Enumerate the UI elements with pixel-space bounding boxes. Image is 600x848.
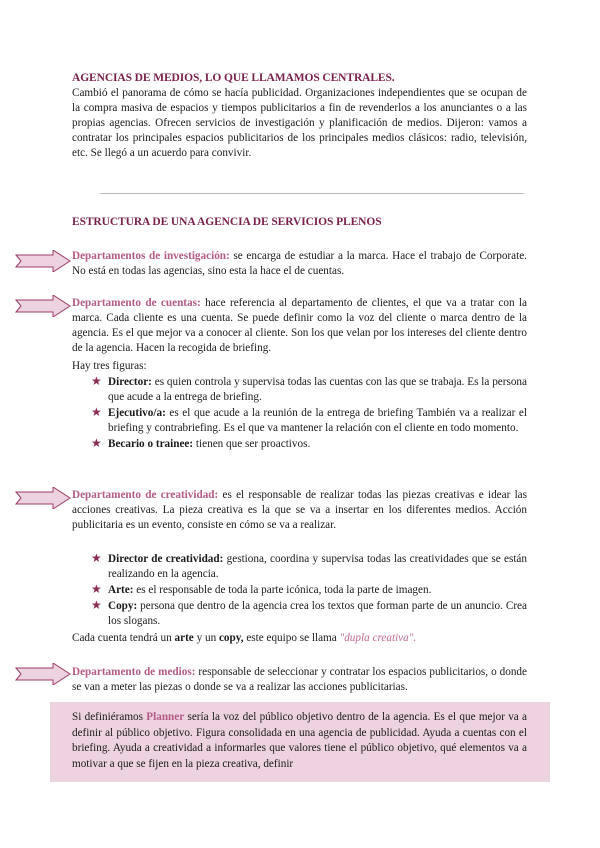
cuentas-paragraph — [72, 296, 527, 356]
star-bullet-icon: ★ — [91, 374, 102, 388]
arrow-icon — [15, 487, 71, 509]
star-bullet-icon: ★ — [91, 551, 102, 565]
star-bullet-icon: ★ — [91, 405, 102, 419]
arrow-icon — [15, 663, 71, 685]
cuentas-term: Departamento de cuentas: — [72, 297, 201, 309]
arrow-icon — [15, 295, 71, 317]
planner-term: Planner — [146, 711, 185, 723]
cuentas-text: hace referencia al departamento de clientes, el que va a tratar con la marca. Cada cliente es una cuenta. Se puede definir como la voz del cliente o marca dentro de la agencia. Es el que mejor va a conocer al cliente. Son los que velan por los intereses del cliente dentro de la agencia. Hacen la recogida de briefing. — [72, 297, 527, 354]
centrales-paragraph: Cambió el panorama de cómo se hacía publicidad. Organizaciones independientes que se ocupan de la compra masiva de espacios y tiempos publicitarios a fin de revenderlos a los anunciantes o a las propias agencias. Ofrecen servicios de investigación y planificación de medios. Dijeron: vamos a contratar los principales espacios publicitarios de los principales medios clásicos: radio, televisión, etc. Se llegó a un acuerdo para convivir. — [72, 87, 527, 159]
planner-paragraph: Si definiéramos Planner sería la voz del público objetivo dentro de la agencia. Es el que mejor va a definir al público objetivo. Figura consolidada en una agencia de publicidad. Ayuda a cuentas con el briefing. Ayuda a creatividad a informarles que valores tiene el público objetivo, qué elementos va a motivar a que se fijen en la pieza creativa, definir — [72, 711, 527, 770]
list-item: ★ Ejecutivo/a: es el que acude a la reunión de la entrega de briefing También va a realizar el briefing y contrabriefing. Es el que va mantener la relación con el cliente en todo momento. — [91, 405, 527, 434]
star-bullet-icon: ★ — [91, 436, 102, 450]
list-item: ★ Director de creatividad: gestiona, coordina y supervisa todas las creatividades que se están realizando en la agencia. — [91, 551, 527, 580]
investigacion-paragraph — [72, 249, 527, 279]
investigacion-term: Departamentos de investigación: — [72, 250, 230, 262]
star-bullet-icon: ★ — [91, 598, 102, 612]
list-item: ★ Copy: persona que dentro de la agencia crea los textos que forman parte de un anuncio. Crea los slogans. — [91, 598, 527, 627]
medios-text: responsable de seleccionar y contratar los espacios publicitarios, o donde se van a meter las piezas o donde se va a realizar las acciones publicitarias. — [72, 666, 527, 693]
list-item: ★ Becario o trainee: tienen que ser proactivos. — [91, 436, 311, 450]
star-bullet-icon: ★ — [91, 582, 102, 596]
dupla-creativa-line: Cada cuenta tendrá un arte y un copy, este equipo se llama "dupla creativa". — [72, 632, 417, 644]
creatividad-text: es el responsable de realizar todas las piezas creativas e idear las acciones creativas. La pieza creativa es la que se va a insertar en los diferentes medios. Acción publicitaria es un evento, consiste en cómo se va a realizar. — [72, 489, 528, 531]
arrow-icon — [15, 250, 71, 272]
cuentas-figures-list — [72, 375, 527, 453]
medios-paragraph — [72, 665, 527, 695]
section-title-estructura: ESTRUCTURA DE UNA AGENCIA DE SERVICIOS PLENOS — [72, 216, 382, 228]
creatividad-figures-list — [72, 552, 527, 630]
creatividad-term: Departamento de creatividad: — [72, 489, 219, 501]
investigacion-text: se encarga de estudiar a la marca. Hace el trabajo de Corporate. No está en todas las agencias, sino esta la hace el de cuentas. — [72, 250, 527, 277]
list-item: ★ Director: es quien controla y supervisa todas las cuentas con las que se trabaja. Es la persona que acude a la entrega de briefing. — [91, 374, 527, 403]
list-item: ★ Arte: es el responsable de toda la parte icónica, toda la parte de imagen. — [91, 582, 432, 596]
medios-term: Departamento de medios: — [72, 666, 196, 678]
creatividad-paragraph — [72, 488, 527, 533]
cuentas-intro: Hay tres figuras: — [72, 360, 147, 372]
section-title-centrales: AGENCIAS DE MEDIOS, LO QUE LLAMAMOS CENTRALES. — [72, 72, 395, 84]
divider — [100, 193, 524, 194]
